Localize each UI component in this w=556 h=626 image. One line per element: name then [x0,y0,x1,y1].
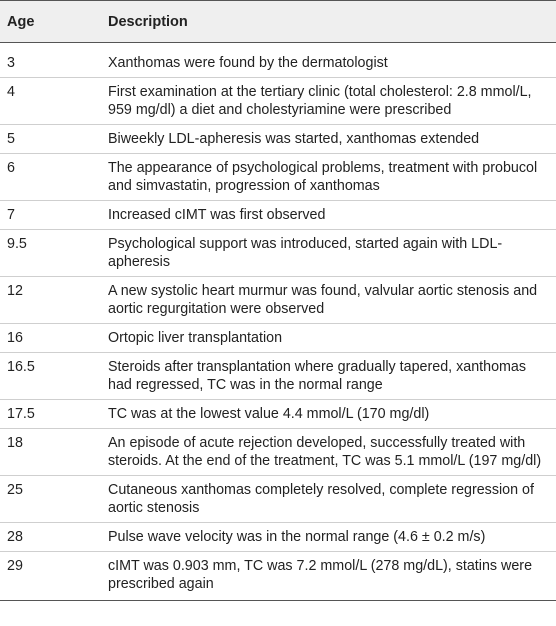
header-row [0,1,556,43]
description-cell: Pulse wave velocity was in the normal range (4.6 ± 0.2 m/s) [104,523,556,552]
age-cell: 6 [0,154,104,201]
table-row [0,125,556,154]
description-column-header: Description [104,1,556,43]
age-cell: 9.5 [0,230,104,277]
age-cell: 16.5 [0,353,104,400]
age-cell: 25 [0,476,104,523]
description-cell: The appearance of psychological problems, treatment with probucol and simvastatin, progression of xanthomas [104,154,556,201]
table-row [0,154,556,201]
table-body [0,43,556,601]
table-row [0,324,556,353]
description-cell: Psychological support was introduced, started again with LDL-apheresis [104,230,556,277]
table-row [0,43,556,78]
description-cell: Steroids after transplantation where gradually tapered, xanthomas had regressed, TC was in the normal range [104,353,556,400]
table-row [0,230,556,277]
age-cell: 4 [0,78,104,125]
description-cell: Biweekly LDL-apheresis was started, xanthomas extended [104,125,556,154]
table-row [0,476,556,523]
table-header [0,1,556,43]
description-cell: Ortopic liver transplantation [104,324,556,353]
description-cell: A new systolic heart murmur was found, valvular aortic stenosis and aortic regurgitation were observed [104,277,556,324]
description-cell: Increased cIMT was first observed [104,201,556,230]
description-cell: cIMT was 0.903 mm, TC was 7.2 mmol/L (278 mg/dL), statins were prescribed again [104,552,556,601]
table-row [0,429,556,476]
table-row [0,353,556,400]
description-cell: Cutaneous xanthomas completely resolved, complete regression of aortic stenosis [104,476,556,523]
table-row [0,400,556,429]
age-cell: 16 [0,324,104,353]
table-row [0,201,556,230]
age-cell: 3 [7,55,15,71]
description-cell: Xanthomas were found by the dermatologist [108,55,388,71]
table-row [0,552,556,601]
age-cell: 29 [0,552,104,601]
table-row [0,277,556,324]
age-cell: 7 [0,201,104,230]
age-cell: 17.5 [0,400,104,429]
description-cell: An episode of acute rejection developed, successfully treated with steroids. At the end of the treatment, TC was 5.1 mmol/L (197 mg/dl) [104,429,556,476]
table-row [0,78,556,125]
age-cell: 12 [0,277,104,324]
age-column-header: Age [0,1,104,43]
table-row [0,523,556,552]
description-cell: TC was at the lowest value 4.4 mmol/L (170 mg/dl) [104,400,556,429]
description-cell: First examination at the tertiary clinic (total cholesterol: 2.8 mmol/L, 959 mg/dl) a diet and cholestyriamine were prescribed [104,78,556,125]
age-cell: 18 [0,429,104,476]
age-cell: 28 [0,523,104,552]
age-cell: 5 [0,125,104,154]
